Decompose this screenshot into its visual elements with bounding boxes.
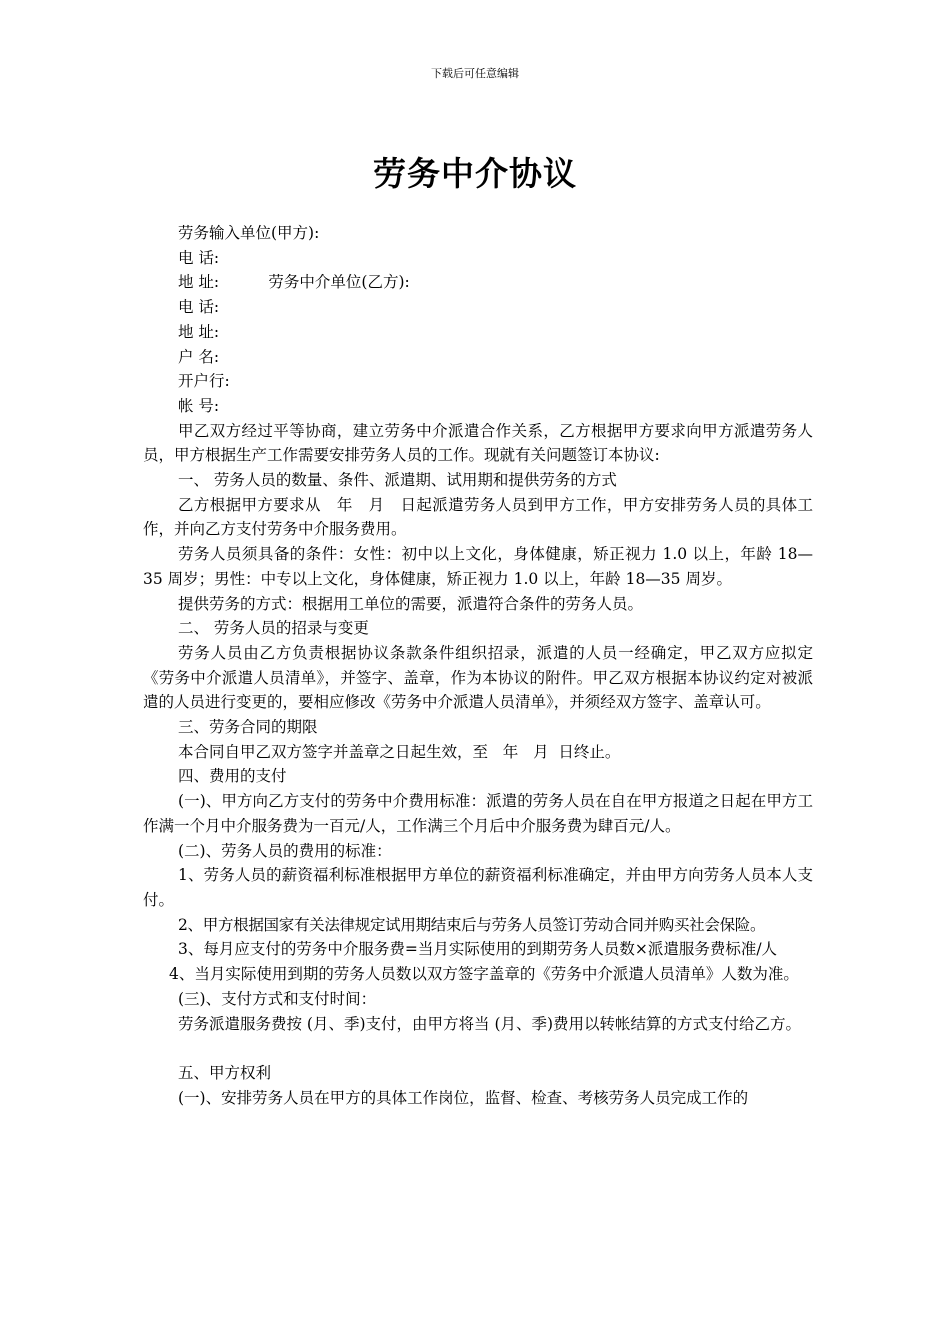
section-1-para-2: 劳务人员须具备的条件：女性：初中以上文化，身体健康，矫正视力 1.0 以上，年龄 18—35 周岁；男性：中专以上文化，身体健康，矫正视力 1.0 以上，年龄 18—35 周岁。 bbox=[143, 545, 813, 588]
section-4-item-2: (二)、劳务人员的费用的标准： bbox=[178, 841, 392, 860]
account-number-line: 帐 号: bbox=[178, 396, 220, 415]
section-1-para-1: 乙方根据甲方要求从 年 月 日起派遣劳务人员到甲方工作，甲方安排劳务人员的具体工作，并向乙方支付劳务中介服务费用。 bbox=[143, 495, 813, 539]
preamble-paragraph: 甲乙双方经过平等协商，建立劳务中介派遣合作关系，乙方根据甲方要求向甲方派遣劳务人员，甲方根据生产工作需要安排劳务人员的工作。现就有关问题签订本协议: bbox=[143, 421, 813, 465]
party-b-phone-line: 电 话: bbox=[178, 298, 220, 317]
section-4-item-1: (一)、甲方向乙方支付的劳务中介费用标准：派遣的劳务人员在自在甲方报道之日起在甲方工作满一个月中介服务费为一百元/人，工作满三个月后中介服务费为肆百元/人。 bbox=[143, 792, 813, 835]
party-b-address-line: 地 址: bbox=[178, 322, 220, 341]
blank-line bbox=[143, 1036, 813, 1061]
section-2-para-1: 劳务人员由乙方负责根据协议条款条件组织招录，派遣的人员一经确定，甲乙双方应拟定《劳务中介派遣人员清单》，并签字、盖章，作为本协议的附件。甲乙双方根据本协议约定对被派遣的人员进行变更的，要相应修改《劳务中介派遣人员清单》，并须经双方签字、盖章认可。 bbox=[143, 643, 813, 712]
party-a-address-line: 地 址: 劳务中介单位(乙方): bbox=[178, 273, 410, 292]
section-4-item-3-text: 劳务派遣服务费按 (月、季)支付，由甲方将当 (月、季)费用以转帐结算的方式支付给乙方。 bbox=[178, 1014, 802, 1033]
section-2-heading: 二、 劳务人员的招录与变更 bbox=[178, 619, 369, 638]
party-a-phone-line: 电 话: bbox=[178, 248, 220, 267]
section-4-item-2-4: 4、当月实际使用到期的劳务人员数以双方签字盖章的《劳务中介派遣人员清单》人数为准。 bbox=[169, 965, 799, 984]
section-4-item-2-2: 2、甲方根据国家有关法律规定试用期结束后与劳务人员签订劳动合同并购买社会保险。 bbox=[178, 915, 766, 934]
section-5-heading: 五、甲方权利 bbox=[178, 1063, 272, 1082]
document-body bbox=[143, 221, 813, 1110]
section-4-item-2-1: 1、劳务人员的薪资福利标准根据甲方单位的薪资福利标准确定，并由甲方向劳务人员本人支付。 bbox=[143, 866, 813, 909]
party-a-name-line: 劳务输入单位(甲方): bbox=[178, 224, 320, 242]
section-3-para-1: 本合同自甲乙双方签字并盖章之日起生效，至 年 月 日终止。 bbox=[178, 742, 621, 761]
section-4-item-2-3: 3、每月应支付的劳务中介服务费=当月实际使用的到期劳务人员数×派遣服务费标准/人 bbox=[178, 940, 778, 959]
section-1-para-3: 提供劳务的方式：根据用工单位的需要，派遣符合条件的劳务人员。 bbox=[178, 594, 644, 613]
section-5-item-1: (一)、安排劳务人员在甲方的具体工作岗位，监督、检查、考核劳务人员完成工作的 bbox=[178, 1088, 749, 1107]
section-1-heading: 一、 劳务人员的数量、条件、派遣期、试用期和提供劳务的方式 bbox=[178, 471, 617, 490]
bank-line: 开户行: bbox=[178, 372, 230, 391]
account-name-line: 户 名: bbox=[178, 347, 220, 366]
page-header: 下载后可任意编辑 bbox=[431, 67, 519, 80]
section-4-heading: 四、费用的支付 bbox=[178, 767, 287, 786]
section-4-item-3: (三)、支付方式和支付时间： bbox=[178, 989, 377, 1008]
section-3-heading: 三、劳务合同的期限 bbox=[178, 718, 318, 737]
document-title: 劳务中介协议 bbox=[373, 154, 577, 193]
